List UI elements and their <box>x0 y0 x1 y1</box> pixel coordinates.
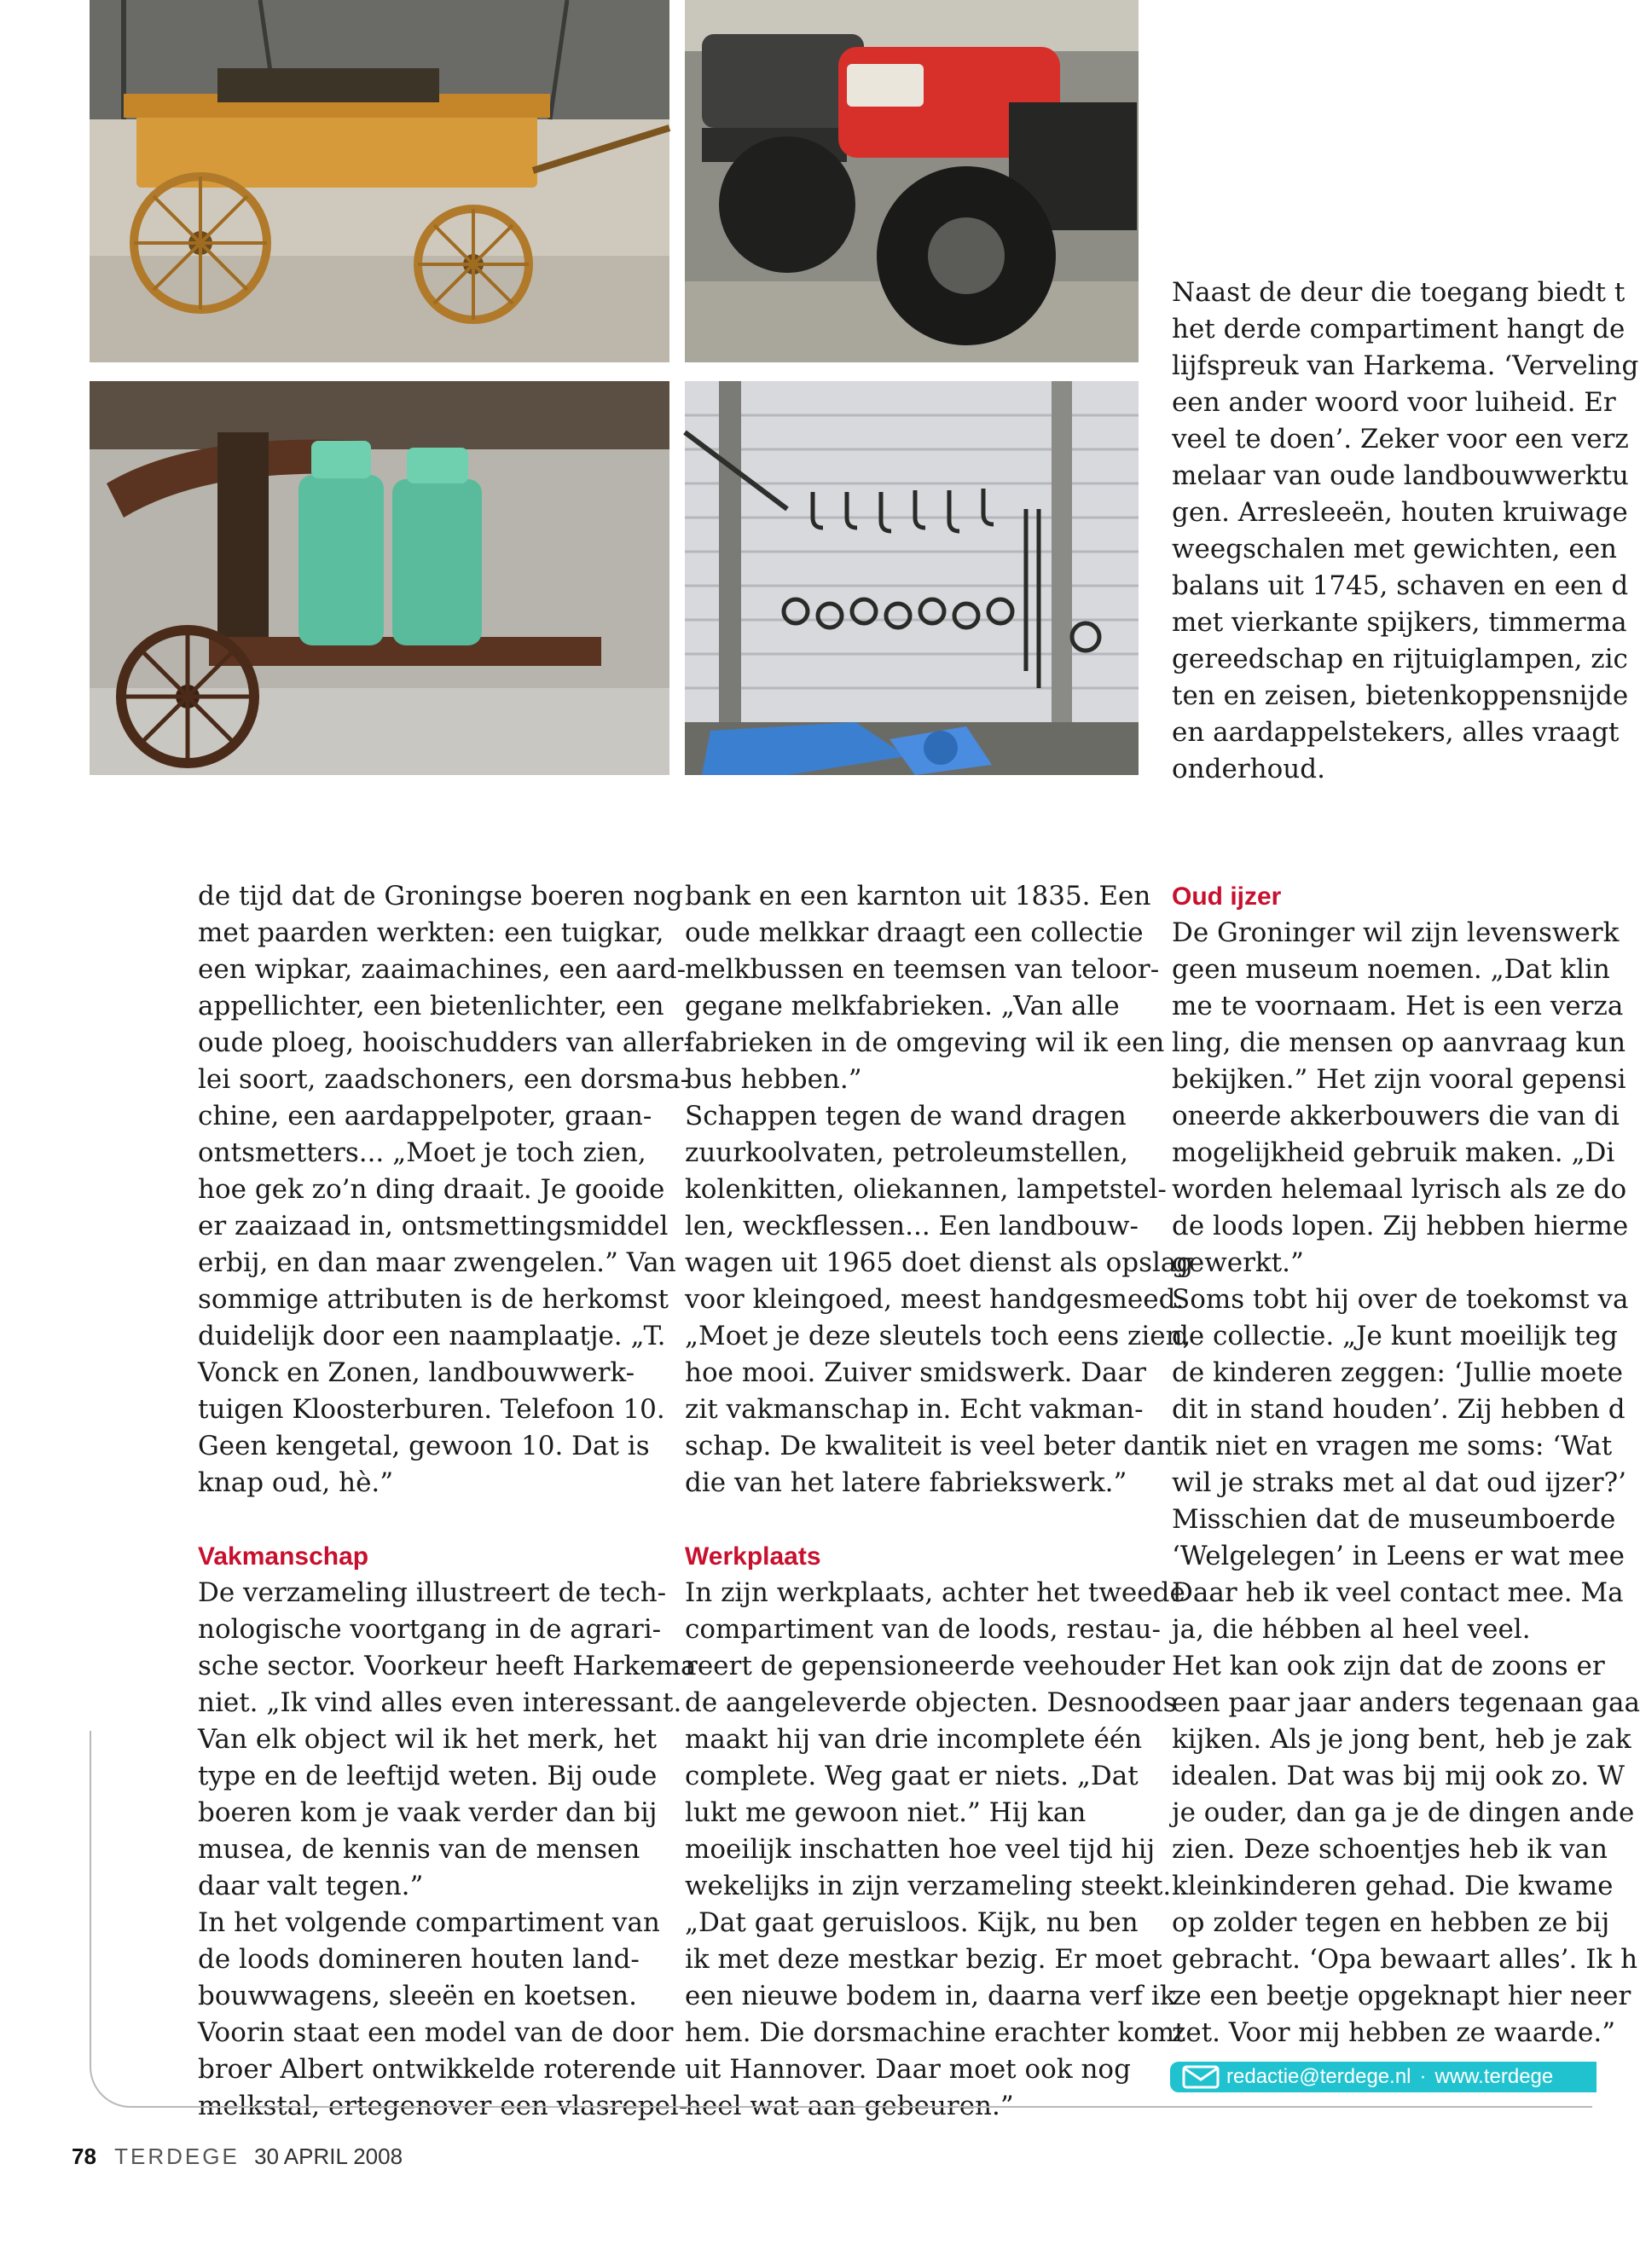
text-line: melkbussen en teemsen van teloor- <box>685 954 1160 985</box>
text-line: veel te doen’. Zeker voor een verz <box>1172 424 1629 454</box>
text-line: schap. De kwaliteit is veel beter dan <box>685 1431 1173 1461</box>
text-line: zuurkoolvaten, petroleumstellen, <box>685 1137 1129 1168</box>
text-line: balans uit 1745, schaven en een d <box>1172 570 1629 601</box>
text-line: onderhoud. <box>1172 754 1325 784</box>
text-line: de collectie. „Je kunt moeilijk teg <box>1172 1321 1618 1351</box>
text-line: In het volgende compartiment van <box>198 1907 660 1938</box>
page-frame-line <box>90 1731 1638 2108</box>
text-line: geen museum noemen. „Dat klin <box>1172 954 1610 985</box>
text-line: moeilijk inschatten hoe veel tijd hij <box>685 1834 1156 1865</box>
text-line: ontsmetters... „Moet je toch zien, <box>198 1137 646 1168</box>
page-number: 78 <box>72 2144 96 2169</box>
text-line: sche sector. Voorkeur heeft Harkema <box>198 1651 697 1681</box>
text-line: oude melkkar draagt een collectie <box>685 917 1144 948</box>
text-line: bekijken.” Het zijn vooral gepensi <box>1172 1064 1626 1095</box>
text-line: len, weckflessen... Een landbouw- <box>685 1211 1139 1241</box>
text-line: ze een beetje opgeknapt hier neer <box>1172 1981 1631 2011</box>
text-line: Het kan ook zijn dat de zoons er <box>1172 1651 1605 1681</box>
photo-tractors <box>685 0 1139 362</box>
text-line: daar valt tegen.” <box>198 1871 424 1901</box>
text-line: maakt hij van drie incomplete één <box>685 1724 1143 1755</box>
photo-milk-cart <box>90 381 669 775</box>
text-line: lukt me gewoon niet.” Hij kan <box>685 1797 1087 1828</box>
text-line: wil je straks met al dat oud ijzer?’ <box>1172 1467 1627 1498</box>
text-line: Soms tobt hij over de toekomst va <box>1172 1284 1629 1315</box>
section-heading-vakmanschap: Vakmanschap <box>198 1542 369 1571</box>
text-line: de aangeleverde objecten. Desnoods <box>685 1687 1177 1718</box>
text-line: kijken. Als je jong bent, heb je zak <box>1172 1724 1631 1755</box>
text-line: gewerkt.” <box>1172 1247 1304 1278</box>
col3-paragraph-b <box>1172 1282 1629 1648</box>
text-line: niet. „Ik vind alles even interessant. <box>198 1687 682 1718</box>
text-line: compartiment van de loods, restau- <box>685 1614 1161 1645</box>
text-line: oude ploeg, hooischudders van aller- <box>198 1027 693 1058</box>
text-line: het derde compartiment hangt de <box>1172 314 1626 344</box>
text-line: erbij, en dan maar zwengelen.” Van <box>198 1247 676 1278</box>
text-line: bus hebben.” <box>685 1064 862 1095</box>
text-line: gereedschap en rijtuiglampen, zic <box>1172 644 1628 674</box>
text-line: met vierkante spijkers, timmerma <box>1172 607 1627 638</box>
text-line: melaar van oude landbouwwerktu <box>1172 460 1629 491</box>
text-line: De verzameling illustreert de tech- <box>198 1577 667 1608</box>
text-line: Daar heb ik veel contact mee. Ma <box>1172 1577 1624 1608</box>
issue-date: 30 APRIL 2008 <box>254 2144 403 2169</box>
text-line: worden helemaal lyrisch als ze do <box>1172 1174 1627 1205</box>
text-line: hoe mooi. Zuiver smidswerk. Daar <box>685 1357 1146 1388</box>
text-line: uit Hannover. Daar moet ook nog <box>685 2054 1131 2085</box>
col2-paragraph-a <box>685 878 1165 1098</box>
text-line: hoe gek zo’n ding draait. Je gooide <box>198 1174 665 1205</box>
text-line: ‘Welgelegen’ in Leens er wat mee <box>1172 1541 1625 1571</box>
col3-paragraph-top <box>1172 275 1639 788</box>
text-line: idealen. Dat was bij mij ook zo. W <box>1172 1761 1625 1791</box>
text-line: heel wat aan gebeuren.” <box>685 2091 1014 2121</box>
text-line: musea, de kennis van de mensen <box>198 1834 640 1865</box>
text-line: Van elk object wil ik het merk, het <box>198 1724 658 1755</box>
photo-wagon <box>90 0 669 362</box>
text-line: een wipkar, zaaimachines, een aard- <box>198 954 687 985</box>
text-line: In zijn werkplaats, achter het tweede <box>685 1577 1185 1608</box>
text-line: Vonck en Zonen, landbouwwerk- <box>198 1357 635 1388</box>
col2-paragraph-b <box>685 1098 1194 1501</box>
text-line: die van het latere fabriekswerk.” <box>685 1467 1127 1498</box>
text-line: een nieuwe bodem in, daarna verf ik <box>685 1981 1176 2011</box>
text-line: tuigen Kloosterburen. Telefoon 10. <box>198 1394 665 1425</box>
text-line: De Groninger wil zijn levenswerk <box>1172 917 1620 948</box>
text-line: de loods lopen. Zij hebben hierme <box>1172 1211 1629 1241</box>
text-line: ten en zeisen, bietenkoppensnijde <box>1172 680 1629 711</box>
text-line: ik met deze mestkar bezig. Er moet <box>685 1944 1162 1975</box>
text-line: zit vakmanschap in. Echt vakman- <box>685 1394 1144 1425</box>
page-footer <box>72 2144 403 2170</box>
column-right-top <box>1172 275 1639 788</box>
text-line: een paar jaar anders tegenaan gaa <box>1172 1687 1640 1718</box>
text-line: op zolder tegen en hebben ze bij <box>1172 1907 1610 1938</box>
text-line: oneerde akkerbouwers die van di <box>1172 1101 1620 1131</box>
text-line: Schappen tegen de wand dragen <box>685 1101 1127 1131</box>
text-line: kleinkinderen gehad. Die kwame <box>1172 1871 1614 1901</box>
text-line: lijfspreuk van Harkema. ‘Verveling <box>1172 350 1639 381</box>
col3-paragraph-a <box>1172 915 1629 1282</box>
text-line: de tijd dat de Groningse boeren nog <box>198 881 683 911</box>
text-line: en aardappelstekers, alles vraagt <box>1172 717 1620 748</box>
col1-paragraph-a <box>198 878 693 1501</box>
text-line: appellichter, een bietenlichter, een <box>198 991 664 1021</box>
text-line: dit in stand houden’. Zij hebben d <box>1172 1394 1626 1425</box>
text-line: duidelijk door een naamplaatje. „T. <box>198 1321 666 1351</box>
text-line: een ander woord voor luiheid. Er <box>1172 387 1616 418</box>
text-line: Misschien dat de museumboerde <box>1172 1504 1616 1535</box>
text-line: bouwwagens, sleeën en koetsen. <box>198 1981 637 2011</box>
text-line: fabrieken in de omgeving wil ik een <box>685 1027 1165 1058</box>
text-line: de loods domineren houten land- <box>198 1944 640 1975</box>
text-line: chine, een aardappelpoter, graan- <box>198 1101 652 1131</box>
text-line: de kinderen zeggen: ‘Jullie moete <box>1172 1357 1623 1388</box>
text-line: nologische voortgang in de agrari- <box>198 1614 662 1645</box>
text-line: „Moet je deze sleutels toch eens zien, <box>685 1321 1191 1351</box>
text-line: melkstal, ertegenover een vlasrepel- <box>198 2091 688 2121</box>
text-line: zet. Voor mij hebben ze waarde.” <box>1172 2017 1616 2048</box>
text-line: kolenkitten, oliekannen, lampetstel- <box>685 1174 1167 1205</box>
text-line: hem. Die dorsmachine erachter komt <box>685 2017 1185 2048</box>
contact-email-link[interactable]: redactie@terdege.nl <box>1226 2065 1411 2088</box>
text-line: reert de gepensioneerde veehouder <box>685 1651 1165 1681</box>
text-line: Naast de deur die toegang biedt t <box>1172 277 1626 308</box>
text-line: je ouder, dan ga je de dingen ande <box>1172 1797 1635 1828</box>
section-heading-werkplaats: Werkplaats <box>685 1542 821 1571</box>
text-line: Geen kengetal, gewoon 10. Dat is <box>198 1431 650 1461</box>
text-line: „Dat gaat geruisloos. Kijk, nu ben <box>685 1907 1139 1938</box>
text-line: type en de leeftijd weten. Bij oude <box>198 1761 658 1791</box>
text-line: boeren kom je vaak verder dan bij <box>198 1797 658 1828</box>
text-line: tik niet en vragen me soms: ‘Wat <box>1172 1431 1613 1461</box>
text-line: sommige attributen is de herkomst <box>198 1284 669 1315</box>
section-heading-oud-ijzer: Oud ijzer <box>1172 882 1282 911</box>
contact-separator: · <box>1419 2065 1427 2088</box>
text-line: met paarden werkten: een tuigkar, <box>198 917 664 948</box>
text-line: er zaaizaad in, ontsmettingsmiddel <box>198 1211 669 1241</box>
text-line: gebracht. ‘Opa bewaart alles’. Ik h <box>1172 1944 1638 1975</box>
text-line: gegane melkfabrieken. „Van alle <box>685 991 1120 1021</box>
text-line: zien. Deze schoentjes heb ik van <box>1172 1834 1608 1865</box>
text-line: complete. Weg gaat er niets. „Dat <box>685 1761 1139 1791</box>
text-line: weegschalen met gewichten, een <box>1172 534 1618 564</box>
contact-web-link[interactable]: www.terdege <box>1434 2065 1554 2088</box>
text-line: knap oud, hè.” <box>198 1467 394 1498</box>
text-line: ling, die mensen op aanvraag kun <box>1172 1027 1626 1058</box>
text-line: lei soort, zaadschoners, een dorsma- <box>198 1064 690 1095</box>
text-line: ja, die hébben al heel veel. <box>1172 1614 1531 1645</box>
text-line: broer Albert ontwikkelde roterende <box>198 2054 676 2085</box>
text-line: bank en een karnton uit 1835. Een <box>685 881 1151 911</box>
text-line: wagen uit 1965 doet dienst als opslag <box>685 1247 1194 1278</box>
text-line: wekelijks in zijn verzameling steekt. <box>685 1871 1172 1901</box>
text-line: voor kleingoed, meest handgesmeed. <box>685 1284 1185 1315</box>
text-line: gen. Arresleeën, houten kruiwage <box>1172 497 1628 528</box>
photo-tool-wall <box>685 381 1139 775</box>
magazine-name: TERDEGE <box>114 2144 240 2169</box>
text-line: me te voornaam. Het is een verza <box>1172 991 1624 1021</box>
text-line: mogelijkheid gebruik maken. „Di <box>1172 1137 1615 1168</box>
text-line: Voorin staat een model van de door <box>198 2017 674 2048</box>
